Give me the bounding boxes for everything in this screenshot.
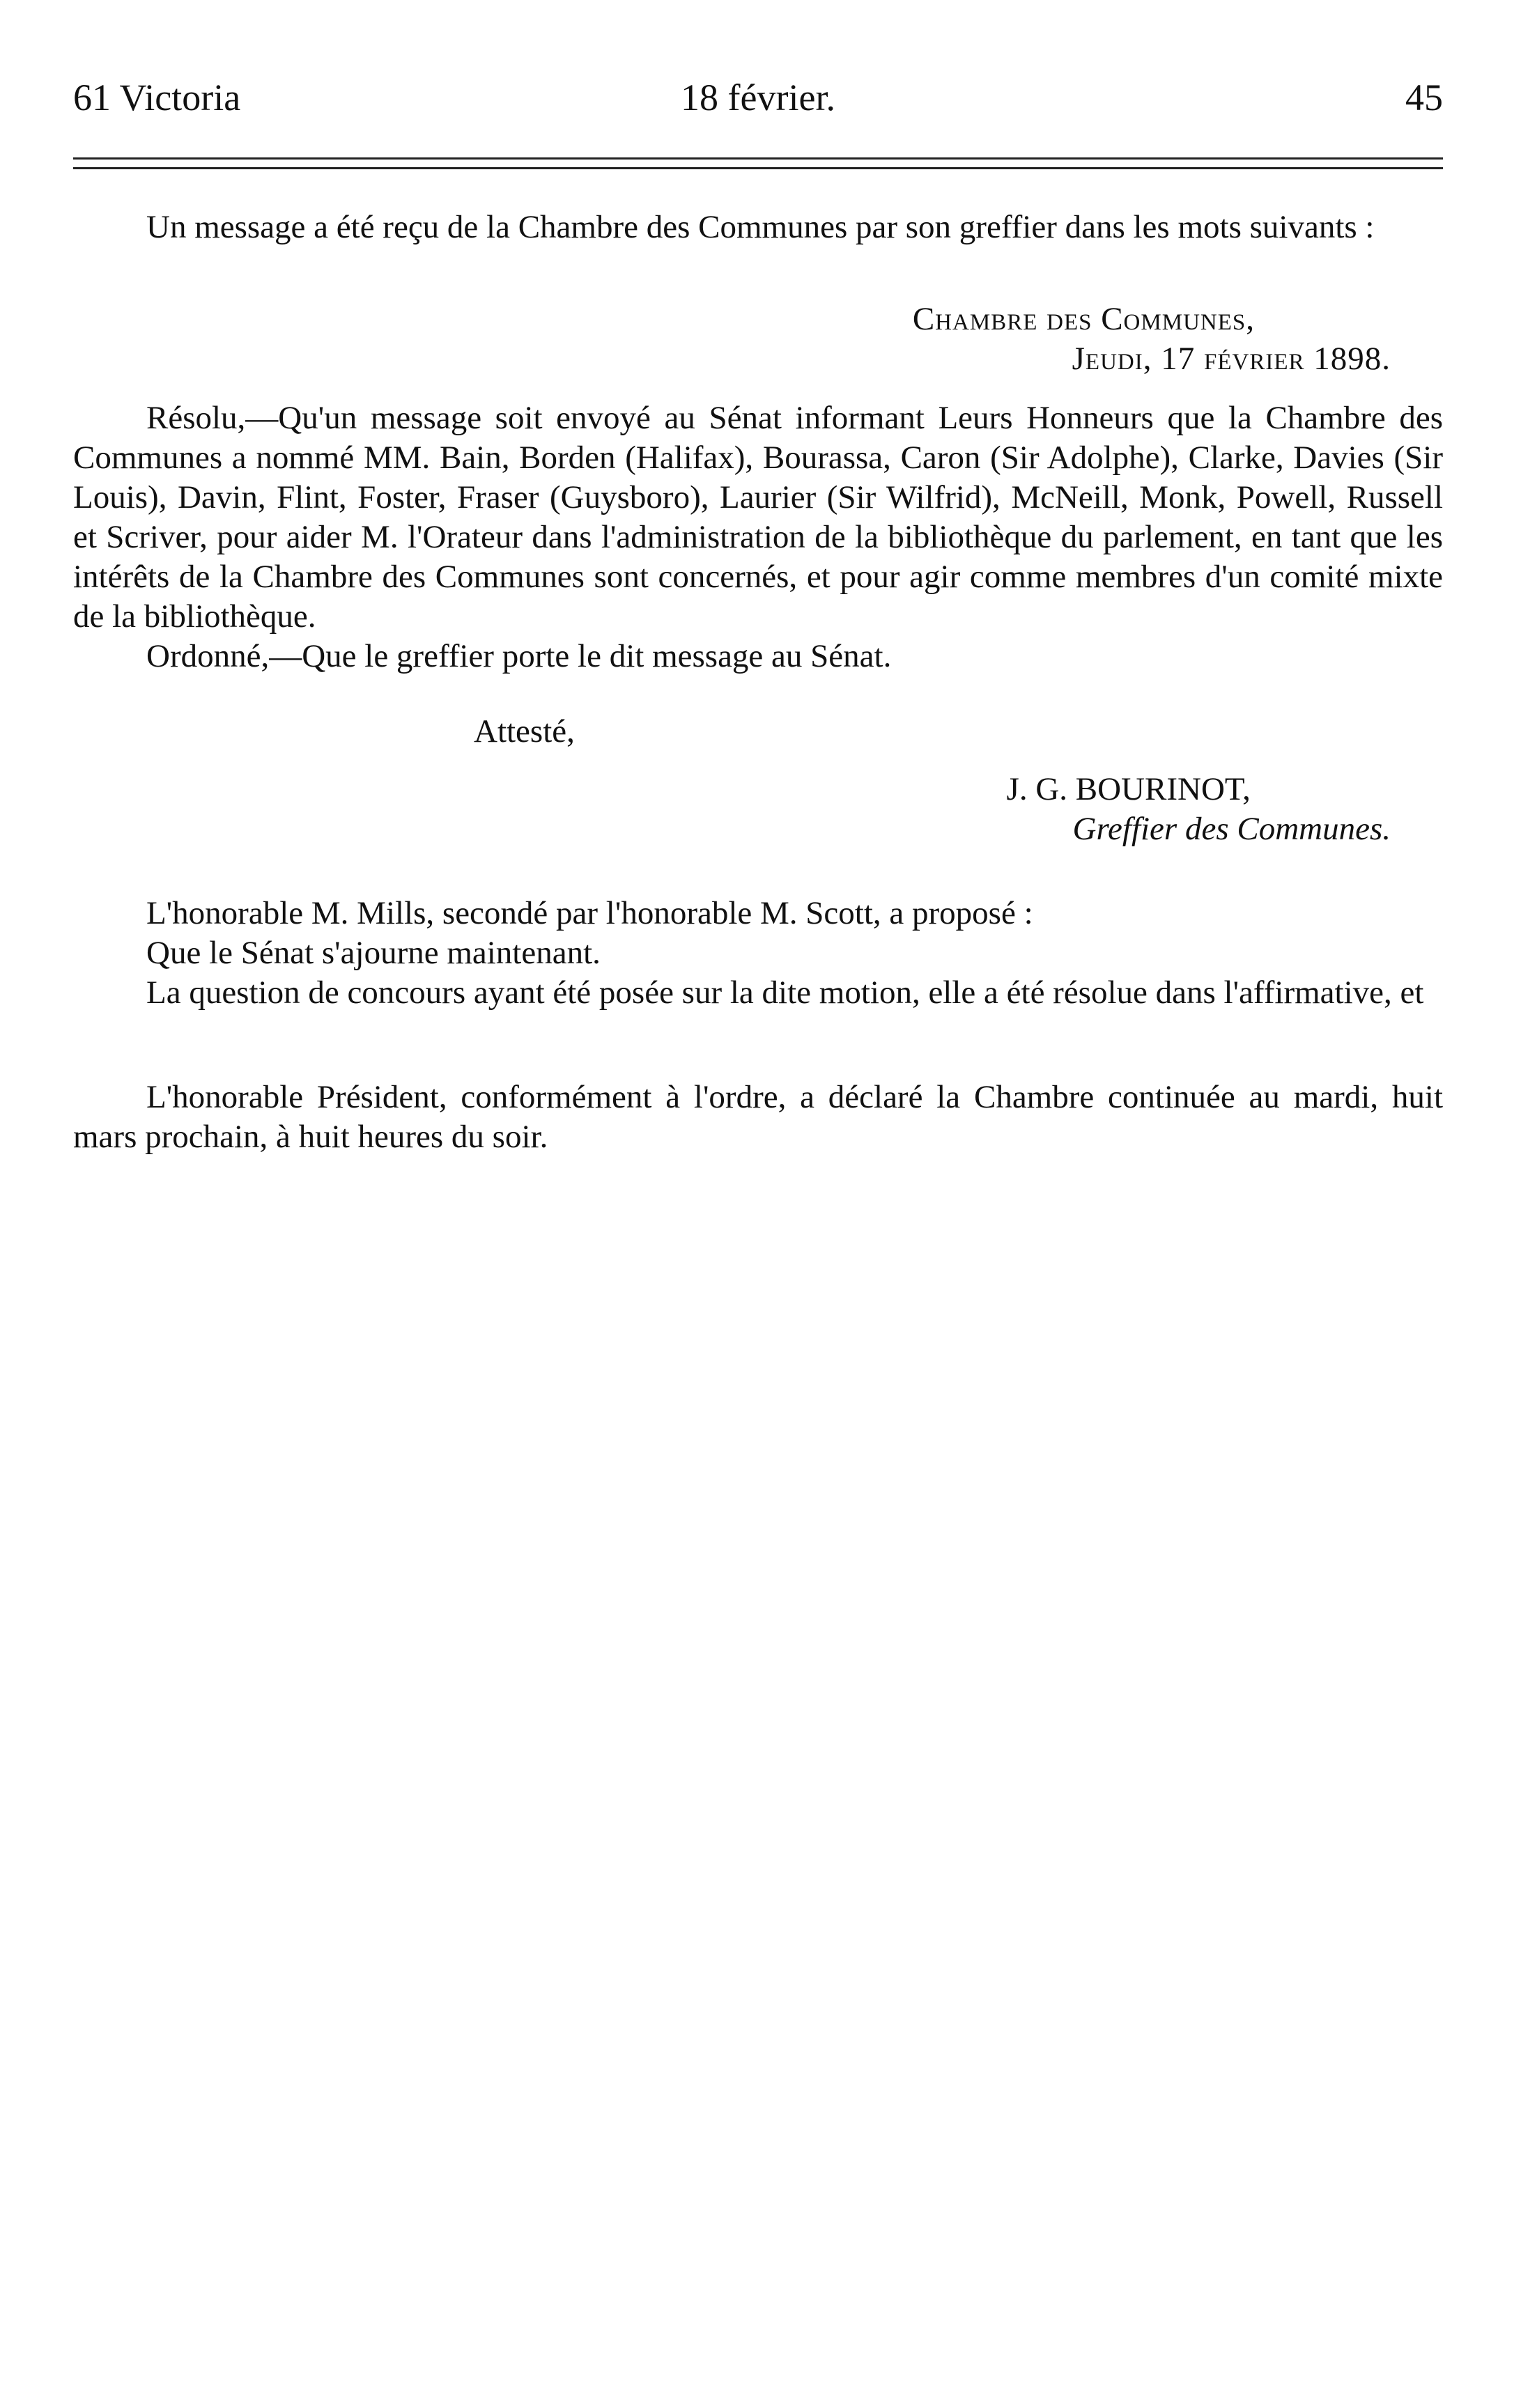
letterhead-chamber: Chambre des Communes, — [912, 301, 1255, 337]
header-rule-bottom — [73, 167, 1443, 169]
proceedings-block — [73, 894, 1443, 1013]
header-rule-top — [73, 157, 1443, 160]
ordered-text: Ordonné,—Que le greffier porte le dit message au Sénat. — [146, 638, 892, 674]
signature-title: Greffier des Communes. — [1072, 811, 1391, 847]
motion-text: L'honorable M. Mills, secondé par l'honorable M. Scott, a proposé : — [146, 895, 1033, 931]
letterhead — [73, 300, 1443, 379]
adjournment-block — [73, 1078, 1443, 1157]
header-session: 61 Victoria — [73, 77, 241, 118]
letterhead-date — [73, 339, 1443, 379]
signature — [1007, 770, 1391, 849]
attested-text: Attesté, — [474, 713, 575, 749]
page-number: 45 — [1405, 77, 1443, 118]
adjournment-text: L'honorable Président, conformément à l'ordre, a déclaré la Chambre continuée au mardi, huit mars prochain, à huit heures du soir. — [73, 1079, 1443, 1155]
attested-block — [73, 712, 1443, 752]
motion-result: La question de concours ayant été posée sur la dite motion, elle a été résolue dans l'affirmative, et — [146, 974, 1424, 1011]
running-header — [73, 70, 1443, 125]
message-intro — [73, 208, 1443, 247]
motion-content: Que le Sénat s'ajourne maintenant. — [146, 935, 601, 971]
resolution-block — [73, 398, 1443, 676]
letterhead-date-text: Jeudi, 17 février 1898. — [1072, 341, 1391, 377]
signature-name: J. G. BOURINOT, — [1006, 771, 1251, 807]
message-intro-text: Un message a été reçu de la Chambre des Communes par son greffier dans les mots suivants : — [146, 209, 1375, 245]
resolution-text: Résolu,—Qu'un message soit envoyé au Sénat informant Leurs Honneurs que la Chambre des Communes a nommé MM. Bain, Borden (Halifax), Bourassa, Caron (Sir Adolphe), Clarke, Davies (Sir Louis), Davin, Flint, Foster, Fraser (Guysboro), Laurier (Sir Wilfrid), McNeill, Monk, Powell, Russell et Scriver, pour aider M. l'Orateur dans l'administration de la bibliothèque du parlement, en tant que les intérêts de la Chambre des Communes sont concernés, et pour agir comme membres d'un comité mixte de la bibliothèque. — [73, 400, 1443, 635]
header-date: 18 février. — [681, 77, 835, 118]
